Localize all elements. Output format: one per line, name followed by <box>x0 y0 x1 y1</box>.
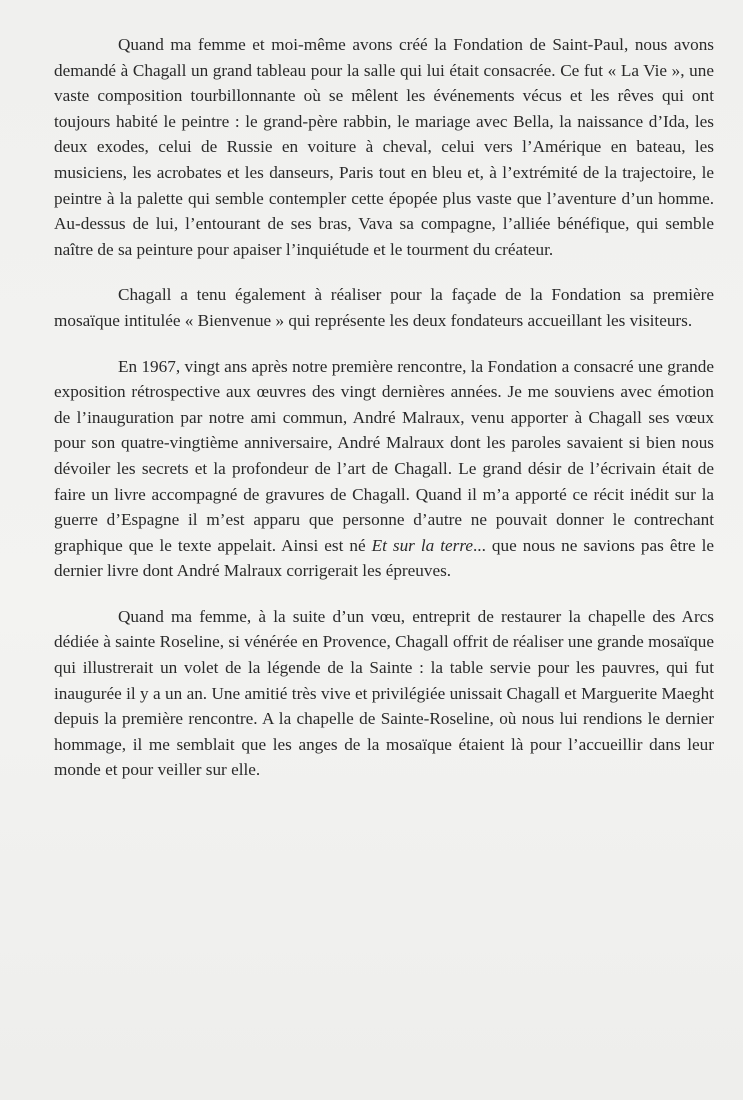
paragraph-chapelle-sainte-roseline: Quand ma femme, à la suite d’un vœu, entreprit de restaurer la chapelle des Arcs dédiée à sainte Roseline, si vénérée en Provence, Chagall offrit de réaliser une grande mosaïque qui illustrerait un volet de la légende de la Sainte : la table servie pour les pauvres, qui fut inaugurée il y a un an. Une amitié très vive et privilégiée unissait Chagall et Marguerite Maeght depuis la première rencontre. A la chapelle de Sainte-Roseline, où nous lui rendions le dernier hommage, il me semblait que les anges de la mosaïque étaient là pour l’accueillir dans leur monde et pour veiller sur elle. <box>54 606 714 780</box>
paragraph-fondation-la-vie: Quand ma femme et moi-même avons créé la Fondation de Saint-Paul, nous avons demandé à Chagall un grand tableau pour la salle qui lui était consacrée. Ce fut « La Vie », une vaste composition tourbillonnante où se mêlent les événements vécus et les rêves qui ont toujours habité le peintre : le grand-père rabbin, le mariage avec Bella, la naissance d’Ida, les deux exodes, celui de Russie en voiture à cheval, celui vers l’Amérique en bateau, les musiciens, les acrobates et les danseurs, Paris tout en bleu et, à l’extrémité de la trajectoire, le peintre à la palette qui semble contempler cette épopée plus vaste que l’aventure d’un homme. Au-dessus de lui, l’entourant de ses bras, Vava sa compagne, l’alliée bénéfique, qui semble naître de sa peinture pour apaiser l’inquiétude et le tourment du créateur. <box>54 35 714 259</box>
paragraph-exposition-1967 <box>54 354 714 584</box>
paragraph-mosaique-bienvenue: Chagall a tenu également à réaliser pour la façade de la Fondation sa première mosaïque intitulée « Bienvenue » qui représente les deux fondateurs accueillant les visiteurs. <box>54 285 714 330</box>
paragraph-text-after-title: ... que nous ne savions pas être le dernier livre dont André Malraux corrigerait les épreuves. <box>54 535 714 581</box>
book-title-italic: Et sur la terre <box>371 535 473 555</box>
body-text <box>54 32 714 803</box>
paragraph-text-before-title: En 1967, vingt ans après notre première rencontre, la Fondation a consacré une grande exposition rétrospective aux œuvres des vingt dernières années. Je me souviens avec émotion de l’inauguration par notre ami commun, André Malraux, venu apporter à Chagall ses vœux pour son quatre-vingtième anniversaire, André Malraux dont les paroles savaient si bien nous dévoiler les secrets et la profondeur de l’art de Chagall. Le grand désir de l’écrivain était de faire un livre accompagné de gravures de Chagall. Quand il m’a apporté ce récit inédit sur la guerre d’Espagne il m’est apparu que personne d’autre ne pouvait donner le contrechant graphique que le texte appelait. Ainsi est né <box>54 356 714 555</box>
